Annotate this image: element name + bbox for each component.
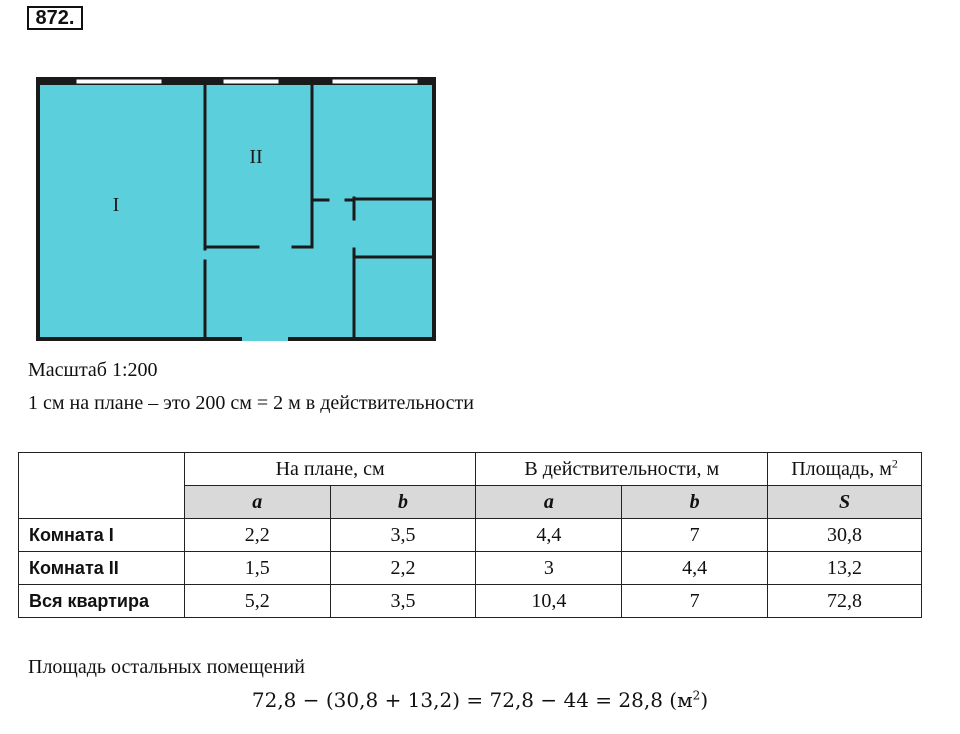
table-cell: 7	[622, 519, 768, 552]
remaining-area-label: Площадь остальных помещений	[28, 656, 305, 678]
var-a-real: a	[476, 486, 622, 519]
table-cell: 5,2	[184, 585, 330, 618]
table-cell: 72,8	[768, 585, 922, 618]
header-area: Площадь, $м^2$	[768, 453, 922, 486]
area-table	[18, 452, 922, 618]
table-cell: 13,2	[768, 552, 922, 585]
area-unit-power: 2	[891, 455, 898, 470]
header-in-reality: В действительности, м	[476, 453, 768, 486]
plan-floor-fill	[36, 77, 436, 341]
scale-explanation: 1 см на плане – это 200 см = 2 м в действительности	[28, 392, 474, 414]
table-cell: 1,5	[184, 552, 330, 585]
plan-windows	[76, 79, 418, 84]
row-label: Комната I	[19, 519, 185, 552]
table-row	[19, 519, 922, 552]
table-cell: 3	[476, 552, 622, 585]
row-label: Вся квартира	[19, 585, 185, 618]
table-row	[19, 585, 922, 618]
table-cell: 10,4	[476, 585, 622, 618]
table-cell: 30,8	[768, 519, 922, 552]
table-cell: 4,4	[476, 519, 622, 552]
table-cell: 2,2	[330, 552, 476, 585]
table-cell: 3,5	[330, 519, 476, 552]
var-a-plan: a	[184, 486, 330, 519]
room-2-label: II	[249, 146, 263, 168]
table-cell: 3,5	[330, 585, 476, 618]
floor-plan	[36, 77, 436, 341]
var-b-real: b	[622, 486, 768, 519]
formula: 72,8 − (30,8 + 13,2) = 72,8 − 44 = 28,8 $(м^2)$	[251, 688, 709, 712]
room-1-label: I	[112, 194, 120, 216]
table-header-row	[19, 453, 922, 486]
problem-number: 872.	[27, 6, 83, 30]
table-row	[19, 552, 922, 585]
header-on-plan: На плане, см	[184, 453, 476, 486]
table-cell: 2,2	[184, 519, 330, 552]
table-cell: 4,4	[622, 552, 768, 585]
table-cell: 7	[622, 585, 768, 618]
row-label: Комната II	[19, 552, 185, 585]
scale-text: Масштаб 1:200	[28, 359, 158, 381]
formula-power: 2	[692, 688, 701, 703]
table-corner-cell	[19, 453, 185, 519]
var-b-plan: b	[330, 486, 476, 519]
var-s: S	[768, 486, 922, 519]
